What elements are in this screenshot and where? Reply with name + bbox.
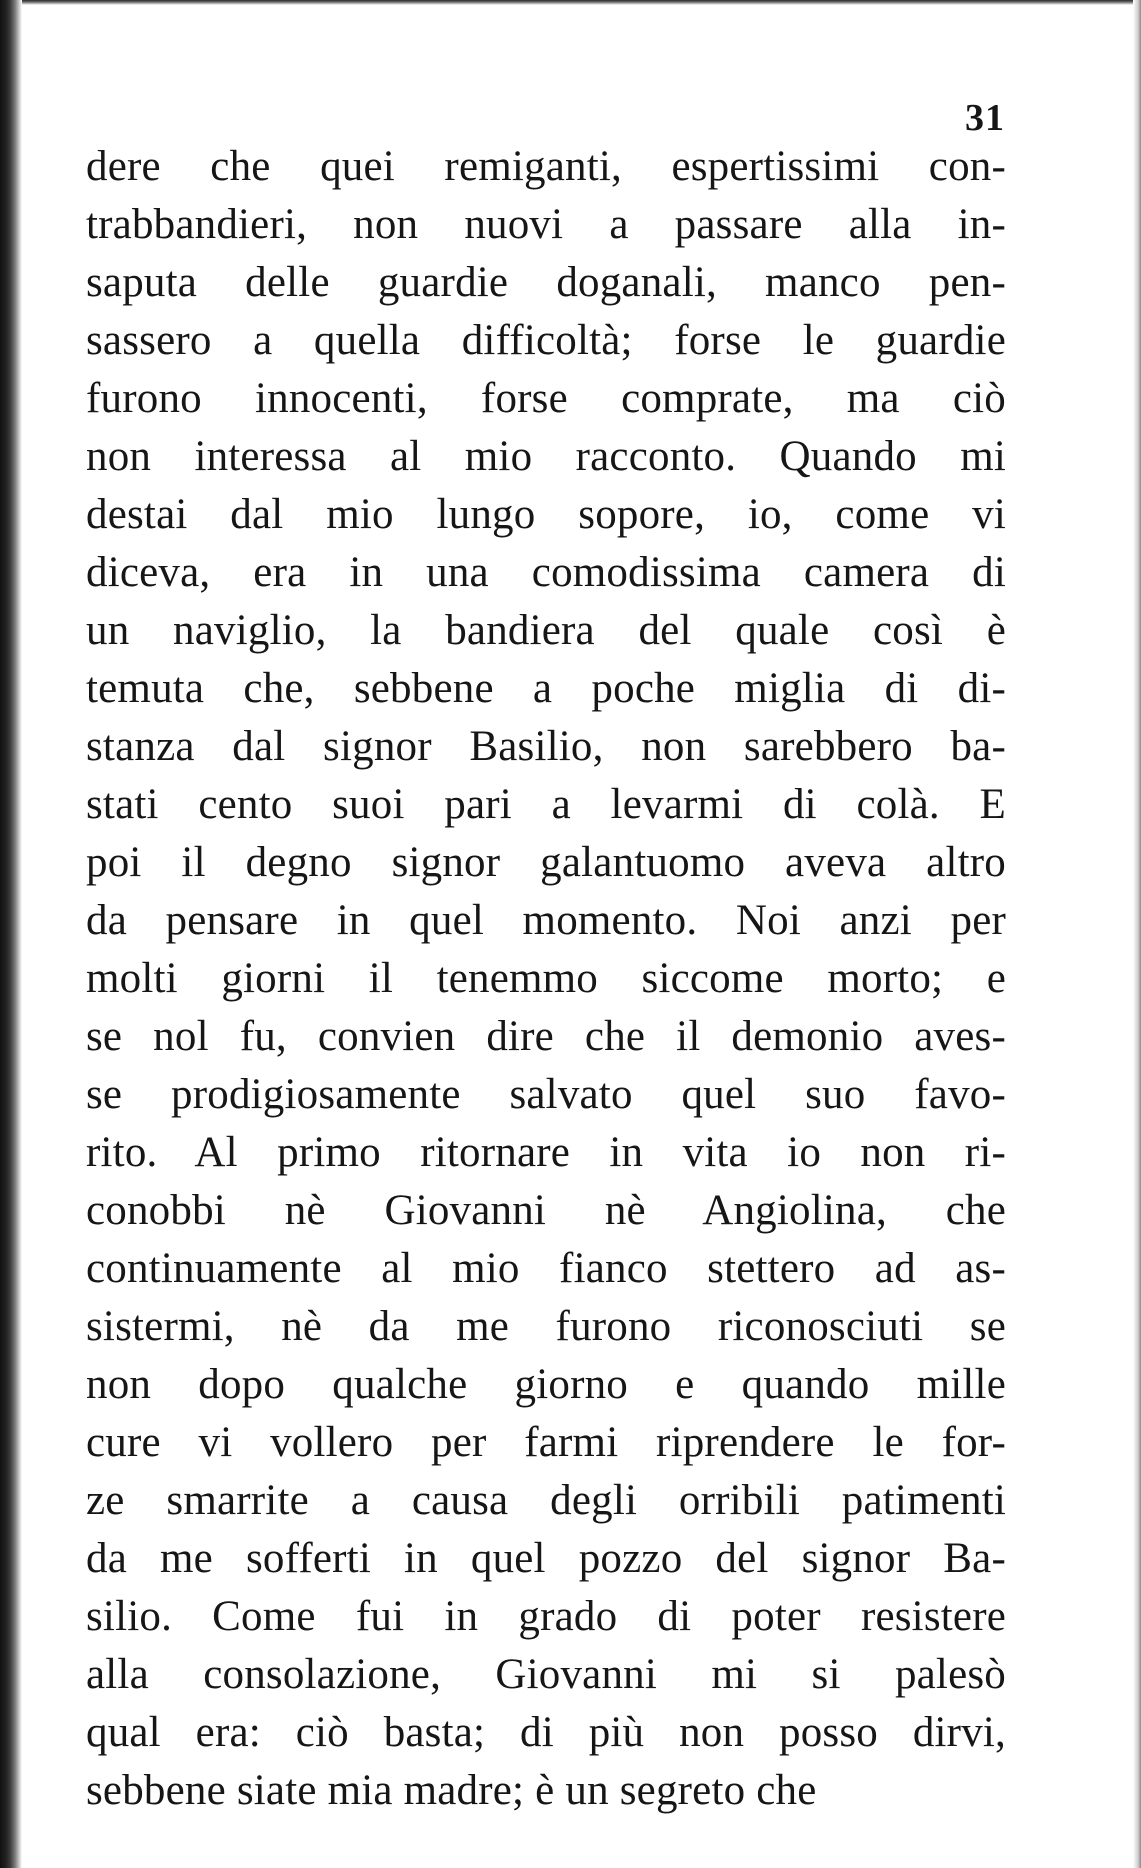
text-line: se prodigiosamente salvato quel suo favo-	[86, 1071, 1006, 1118]
text-line: alla consolazione, Giovanni mi si palesò	[86, 1651, 1006, 1698]
text-line: non interessa al mio racconto. Quando mi	[86, 433, 1006, 480]
text-line: conobbi nè Giovanni nè Angiolina, che	[86, 1187, 1006, 1234]
text-line: continuamente al mio fianco stettero ad as-	[86, 1245, 1006, 1292]
text-line: se nol fu, convien dire che il demonio aves-	[86, 1013, 1006, 1060]
scan-right-edge	[1133, 0, 1141, 1868]
page-number: 31	[965, 97, 1005, 139]
text-line: saputa delle guardie doganali, manco pen-	[86, 259, 1006, 306]
text-line: cure vi vollero per farmi riprendere le for-	[86, 1419, 1006, 1466]
text-line: sassero a quella difficoltà; forse le guardie	[86, 317, 1006, 364]
text-line: temuta che, sebbene a poche miglia di di-	[86, 665, 1006, 712]
book-binding-shadow	[0, 0, 22, 1868]
text-line: molti giorni il tenemmo siccome morto; e	[86, 955, 1006, 1002]
text-line: silio. Come fui in grado di poter resistere	[86, 1593, 1006, 1640]
text-line: trabbandieri, non nuovi a passare alla in-	[86, 201, 1006, 248]
text-line: diceva, era in una comodissima camera di	[86, 549, 1006, 596]
text-line: destai dal mio lungo sopore, io, come vi	[86, 491, 1006, 538]
text-line: un naviglio, la bandiera del quale così è	[86, 607, 1006, 654]
text-line: da pensare in quel momento. Noi anzi per	[86, 897, 1006, 944]
text-line: sebbene siate mia madre; è un segreto che	[86, 1767, 817, 1814]
body-text	[86, 138, 1006, 1820]
scan-top-edge	[0, 0, 1141, 5]
text-line: non dopo qualche giorno e quando mille	[86, 1361, 1006, 1408]
text-line: stanza dal signor Basilio, non sarebbero ba-	[86, 723, 1006, 770]
text-line: qual era: ciò basta; di più non posso dirvi,	[86, 1709, 1006, 1756]
text-line: poi il degno signor galantuomo aveva altro	[86, 839, 1006, 886]
text-line: ze smarrite a causa degli orribili patimenti	[86, 1477, 1006, 1524]
text-line: sistermi, nè da me furono riconosciuti se	[86, 1303, 1006, 1350]
text-line: dere che quei remiganti, espertissimi con-	[86, 143, 1006, 190]
text-line: stati cento suoi pari a levarmi di colà. E	[86, 781, 1006, 828]
text-line: rito. Al primo ritornare in vita io non ri-	[86, 1129, 1006, 1176]
text-line: da me sofferti in quel pozzo del signor Ba-	[86, 1535, 1006, 1582]
text-line: furono innocenti, forse comprate, ma ciò	[86, 375, 1006, 422]
